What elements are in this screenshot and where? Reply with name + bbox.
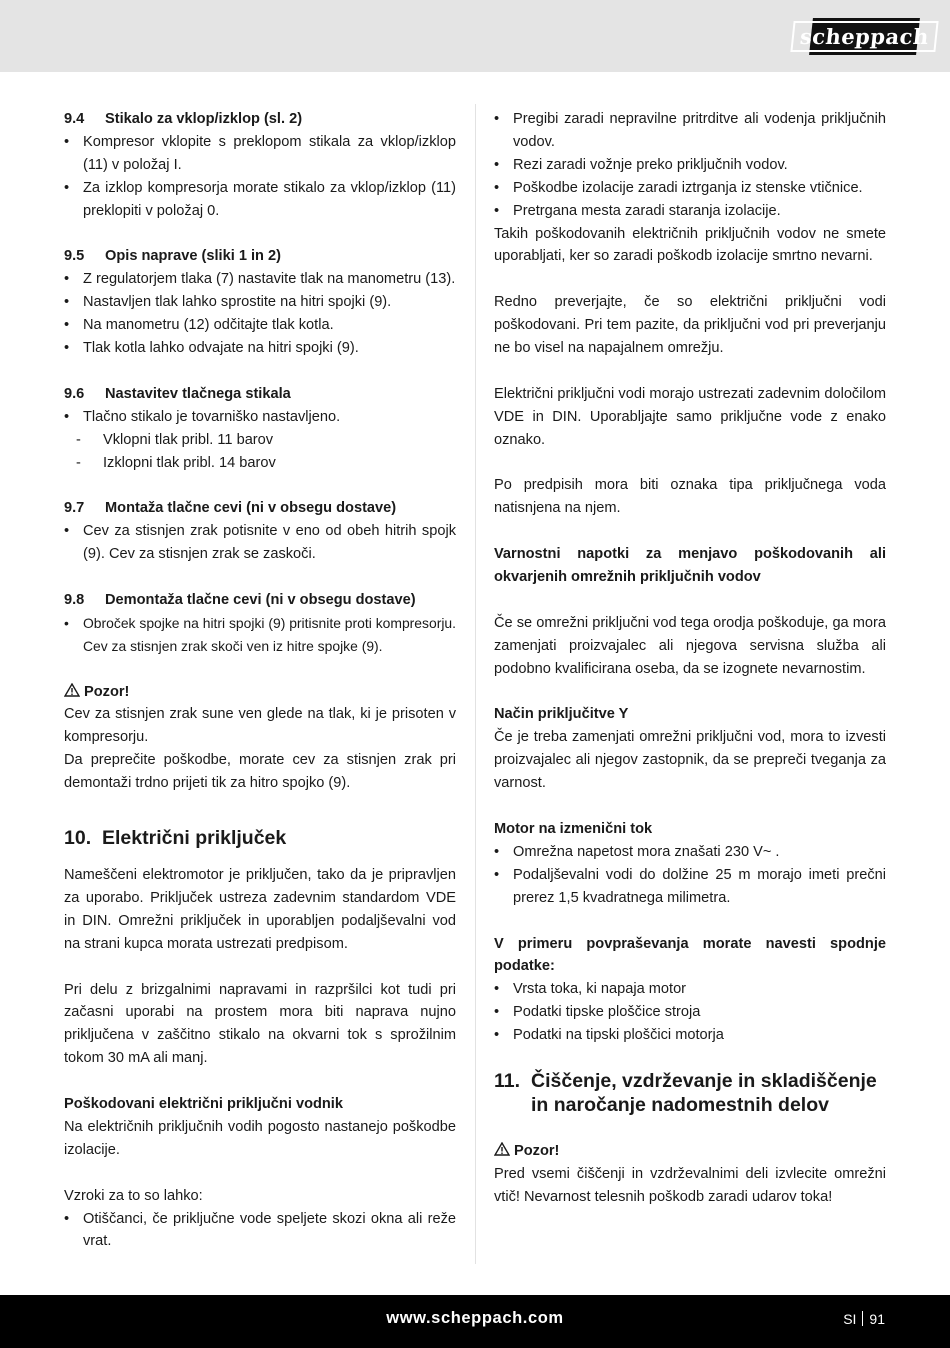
section-heading-10: 10. Električni priključek: [64, 827, 287, 849]
section-heading-9-4: 9.4 Stikalo za vklop/izklop (sl. 2): [64, 111, 303, 127]
warning-icon: [64, 683, 80, 697]
warning-text: Da preprečite poškodbe, morate cev za stisnjen zrak pri demontaži trdno prijeti tik za hitro spojko (9).: [64, 752, 456, 792]
warning-icon: [494, 1142, 510, 1156]
section-heading-11: 11. Čiščenje, vzdrževanje in skladiščenje in naročanje nadomestnih delov: [494, 1070, 877, 1117]
warning-heading: Pozor!: [494, 1140, 886, 1163]
scheppach-logo: [798, 18, 931, 55]
warning-text: Cev za stisnjen zrak sune ven glede na tlak, ki je prisoten v kompresorju.: [64, 706, 456, 746]
section-heading-9-5: 9.5 Opis naprave (sliki 1 in 2): [64, 248, 282, 265]
subheading: V primeru povpraševanja morate navesti spodnje podatke:: [494, 935, 886, 975]
list-item: • Z regulatorjem tlaka (7) nastavite tlak na manometru (13).: [64, 268, 456, 291]
paragraph: Če je treba zamenjati omrežni priključni vod, mora to izvesti proizvajalec ali njegov zastopnik, da se prepreči tveganja za varnost.: [494, 729, 886, 792]
list-item: • Na manometru (12) odčitajte tlak kotla.: [64, 314, 456, 337]
subheading: Način priključitve Y: [494, 706, 629, 723]
paragraph: Električni priključni vodi morajo ustrezati zadevnim določilom VDE in DIN. Uporabljajte samo priključne vode z enako oznako.: [494, 385, 886, 448]
list-item: • Poškodbe izolacije zaradi iztrganja iz stenske vtičnice.: [494, 177, 886, 200]
paragraph: Po predpisih mora biti oznaka tipa priključnega voda natisnjena na njem.: [494, 477, 886, 517]
paragraph: Pri delu z brizgalnimi napravami in razpršilci kot tudi pri začasni uporabi na prostem mora biti naprava nujno priključena v zaščitno stikalo na okvarni tok s sprožilnim tokom 30 mA ali manj.: [64, 981, 456, 1067]
section-heading-9-6: 9.6 Nastavitev tlačnega stikala: [64, 385, 291, 402]
section-heading-9-7: 9.7 Montaža tlačne cevi (ni v obsegu dostave): [64, 500, 397, 517]
section-heading-9-8: 9.8 Demontaža tlačne cevi (ni v obsegu dostave): [64, 591, 416, 608]
list-item: • Za izklop kompresorja morate stikalo za vklop/izklop (11) preklopiti v položaj 0.: [64, 177, 456, 223]
warning-text: Pred vsemi čiščenji in vzdrževalnimi deli izvlecite omrežni vtič! Nevarnost telesnih poškodb zaradi udarov toka!: [494, 1165, 886, 1205]
paragraph: Če se omrežni priključni vod tega orodja poškoduje, ga mora zamenjati proizvajalec ali njegova servisna služba ali podobno kvalificirana oseba, da se izognete nevarnostim.: [494, 614, 886, 677]
list-item: • Omrežna napetost mora znašati 230 V~ .: [494, 841, 886, 864]
dash-item: - Vklopni tlak pribl. 11 barov: [64, 429, 456, 452]
page-num: 91: [869, 1311, 885, 1327]
warning-heading: Pozor!: [64, 681, 456, 704]
paragraph: Nameščeni elektromotor je priključen, tako da je pripravljen za uporabo. Priključek ustreza zadevnim standardom VDE in DIN. Omrežni priključek in uporabljen podaljševalni vod na strani kupca morata ustrezati predpisom.: [64, 867, 456, 952]
language-code: SI: [843, 1311, 857, 1327]
paragraph: Takih poškodovanih električnih priključnih vodov ne smete uporabljati, ker so zaradi poškodb izolacije smrtno nevarni.: [494, 225, 886, 265]
list-item: • Podaljševalni vodi do dolžine 25 m morajo imeti prečni prerez 1,5 kvadratnega milimetra.: [494, 864, 886, 910]
list-item: • Kompresor vklopite s preklopom stikala za vklop/izklop (11) v položaj I.: [64, 131, 456, 177]
list-item: • Obroček spojke na hitri spojki (9) pritisnite proti kompresorju. Cev za stisnjen zrak skoči ven iz hitre spojke (9).: [64, 612, 456, 658]
subheading: Motor na izmenični tok: [494, 820, 653, 837]
page-footer: [0, 1295, 950, 1348]
dash-item: - Izklopni tlak pribl. 14 barov: [64, 452, 456, 475]
left-column: [64, 108, 456, 1253]
logo-text: scheppach: [790, 21, 938, 52]
list-item: • Tlačno stikalo je tovarniško nastavljeno.: [64, 406, 456, 429]
list-item: • Otiščanci, če priključne vode speljete skozi okna ali reže vrat.: [64, 1208, 456, 1254]
paragraph: Redno preverjajte, če so električni priključni vodi poškodovani. Pri tem pazite, da priključni vod pri preverjanju ne bo visel na napajalnem omrežju.: [494, 294, 886, 357]
right-column: [494, 108, 886, 1209]
list-item: • Tlak kotla lahko odvajate na hitri spojki (9).: [64, 337, 456, 360]
list-item: • Vrsta toka, ki napaja motor: [494, 978, 886, 1001]
website-link[interactable]: www.scheppach.com: [386, 1309, 564, 1327]
subheading: Poškodovani električni priključni vodnik: [64, 1096, 343, 1113]
list-item: • Pregibi zaradi nepravilne pritrditve ali vodenja priključnih vodov.: [494, 108, 886, 154]
list-item: • Podatki na tipski ploščici motorja: [494, 1024, 886, 1047]
page-number: [843, 1311, 885, 1327]
column-divider: [475, 104, 476, 1264]
subheading: Varnostni napotki za menjavo poškodovanih ali okvarjenih omrežnih priključnih vodov: [494, 546, 886, 586]
list-item: • Cev za stisnjen zrak potisnite v eno od obeh hitrih spojk (9). Cev za stisnjen zrak se zaskoči.: [64, 520, 456, 566]
paragraph: Vzroki za to so lahko:: [64, 1187, 203, 1204]
paragraph: Na električnih priključnih vodih pogosto nastanejo poškodbe izolacije.: [64, 1118, 456, 1158]
list-item: • Pretrgana mesta zaradi staranja izolacije.: [494, 200, 886, 223]
list-item: • Rezi zaradi vožnje preko priključnih vodov.: [494, 154, 886, 177]
list-item: • Podatki tipske ploščice stroja: [494, 1001, 886, 1024]
list-item: • Nastavljen tlak lahko sprostite na hitri spojki (9).: [64, 291, 456, 314]
separator: [862, 1311, 863, 1326]
page-header: [0, 0, 950, 72]
